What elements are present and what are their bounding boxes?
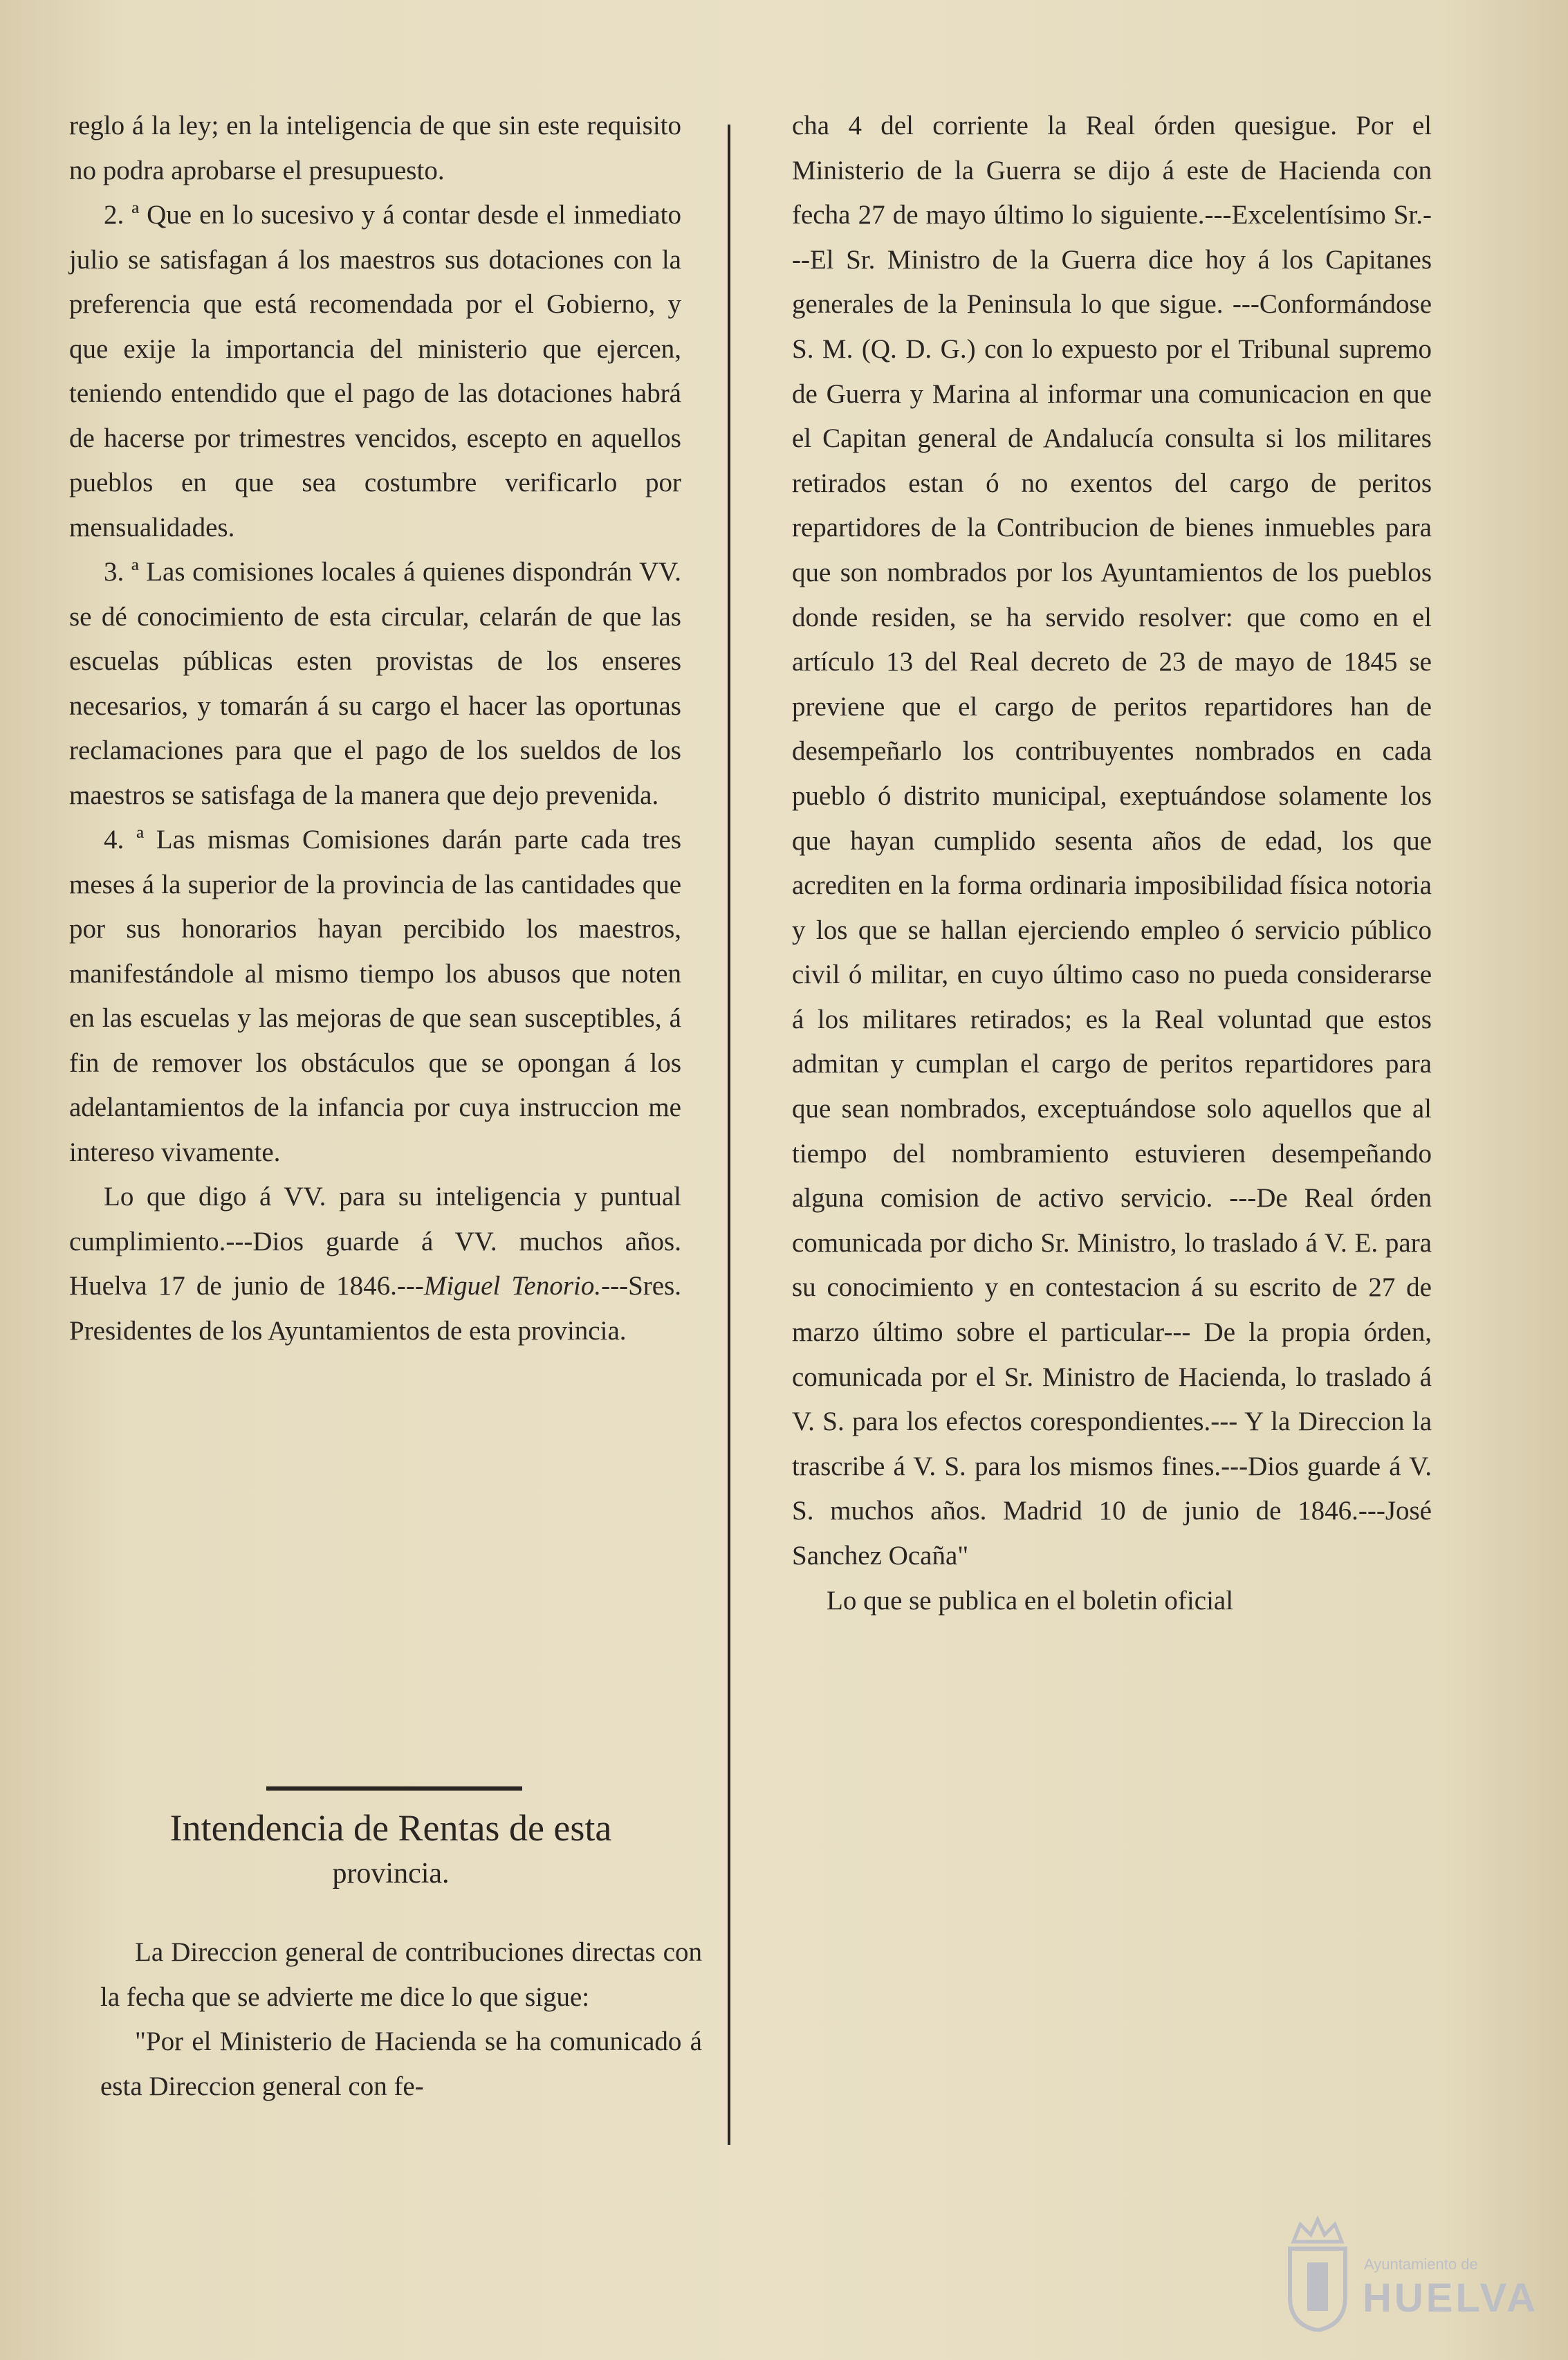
watermark-caption: Ayuntamiento de	[1364, 2256, 1478, 2273]
paragraph-publication: Lo que se publica en el boletin oficial	[827, 1585, 1234, 1616]
paragraph-continuation: reglo á la ley; en la inteligencia de que sin este requisito no podra aprobarse el presupuesto.	[69, 111, 681, 185]
left-column-section	[100, 1930, 702, 2109]
watermark-name: HUELVA	[1363, 2276, 1538, 2321]
signature-name: Miguel Tenorio.	[423, 1271, 602, 1301]
section-rule	[266, 1786, 522, 1791]
section-heading: Intendencia de Rentas de esta	[169, 1807, 612, 1849]
signature-rest: ---Sres. Presidentes de los Ayuntamientos de esta provincia.	[69, 1271, 682, 1346]
column-divider	[728, 125, 730, 2145]
paragraph-item-2: 2. ª Que en lo sucesivo y á contar desde el inmediato julio se satisfagan á los maestros sus dotaciones con la preferencia que está recomendada por el Gobierno, y que exije la importancia del ministerio que ejercen, teniendo entendido que el pago de las dotaciones habrá de hacerse por trimestres vencidos, escepto en aquellos pueblos en que sea costumbre verificarlo por mensualidades.	[69, 200, 681, 542]
right-column	[792, 104, 1432, 1623]
paragraph-item-3: 3. ª Las comisiones locales á quienes dispondrán VV. se dé conocimiento de esta circular, celarán de que las escuelas públicas esten provistas de los enseres necesarios, y tomarán á su cargo el hacer las oportunas reclamaciones para que el pago de los sueldos de los maestros se satisfaga de la manera que dejo prevenida.	[69, 557, 681, 810]
paragraph-item-4: 4. ª Las mismas Comisiones darán parte cada tres meses á la superior de la provincia de las cantidades que por sus honorarios hayan percibido los maestros, manifestándole al mismo tiempo los abusos que noten en las escuelas y las mejoras de que sean susceptibles, á fin de remover los obstáculos que se opongan á los adelantamientos de la infancia por cuya instruccion me intereso vivamente.	[69, 825, 681, 1167]
left-column	[69, 104, 681, 1353]
section-paragraph-quote: "Por el Ministerio de Hacienda se ha comunicado á esta Direccion general con fe-	[100, 2027, 702, 2101]
paragraph-royal-order: cha 4 del corriente la Real órden quesigue. Por el Ministerio de la Guerra se dijo á este de Hacienda con fecha 27 de mayo último lo siguiente.---Excelentísimo Sr.---El Sr. Ministro de la Guerra dice hoy á los Capitanes generales de la Peninsula lo que sigue. ---Conformándose S. M. (Q. D. G.) con lo expuesto por el Tribunal supremo de Guerra y Marina al informar una comunicacion en que el Capitan general de Andalucía consulta si los militares retirados estan ó no exentos del cargo de peritos repartidores de la Contribucion de bienes inmuebles para que son nombrados por los Ayuntamientos de los pueblos donde residen, se ha servido resolver: que como en el artículo 13 del Real decreto de 23 de mayo de 1845 se previene que el cargo de peritos repartidores han de desempeñarlo los contribuyentes nombrados en cada pueblo ó distrito municipal, exeptuándose solamente los que hayan cumplido sesenta años de edad, los que acrediten en la forma ordinaria imposibilidad física notoria y los que se hallan ejerciendo empleo ó servicio público civil ó militar, en cuyo último caso no pueda considerarse á los militares retirados; es la Real voluntad que estos admitan y cumplan el cargo de peritos repartidores para que sean nombrados, exceptuándose solo aquellos que al tiempo del nombramiento estuvieren desempeñando alguna comision de activo servicio. ---De Real órden comunicada por dicho Sr. Ministro, lo traslado á V. E. para su conocimiento y en contestacion á su escrito de 27 de marzo último sobre el particular--- De la propia órden, comunicada por el Sr. Ministro de Hacienda, lo traslado á V. S. para los efectos corespondientes.--- Y la Direccion la trascribe á V. S. para los mismos fines.---Dios guarde á V. S. muchos años. Madrid 10 de junio de 1846.---José Sanchez Ocaña"	[792, 111, 1432, 1571]
section-paragraph-intro: La Direccion general de contribuciones directas con la fecha que se advierte me dice lo que sigue:	[100, 1937, 702, 2012]
section-subheading: provincia.	[332, 1858, 450, 1890]
coat-of-arms-icon	[1280, 2214, 1356, 2332]
paragraph-closing	[69, 1175, 681, 1353]
closing-text: Lo que digo á VV. para su inteligencia y puntual cumplimiento.---Dios guarde á VV. muchos años. Huelva 17 de junio de 1846.---	[69, 1182, 681, 1301]
archive-watermark	[1280, 2214, 1538, 2332]
